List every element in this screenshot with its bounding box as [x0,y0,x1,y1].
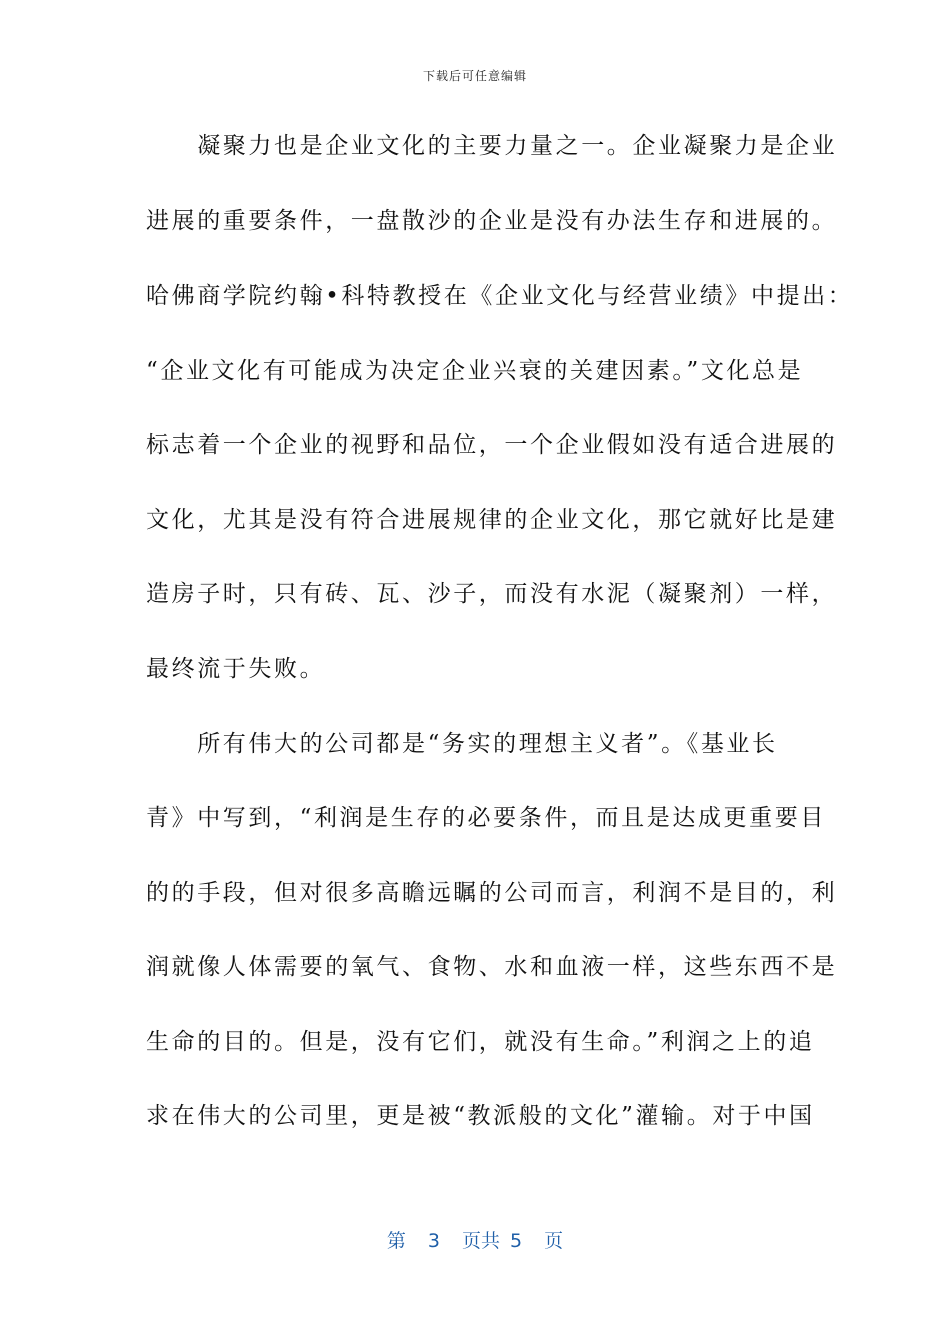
page-header: 下载后可任意编辑 [422,69,527,83]
footer-suffix: 页 [544,1230,564,1252]
text-line: 最终流于失败。 [146,656,326,682]
footer-prefix: 第 [386,1230,406,1252]
text-line: “企业文化有可能成为决定企业兴衰的关建因素。”文化总是 [146,358,804,384]
text-line: 标志着一个企业的视野和品位，一个企业假如没有适合进展的 [146,432,838,458]
text-line: 凝聚力也是企业文化的主要力量之一。企业凝聚力是企业 [146,133,838,159]
footer-current-page: 3 [427,1230,440,1252]
text-line: 生命的目的。但是，没有它们，就没有生命。”利润之上的追 [146,1029,815,1055]
footer-middle: 页共 [461,1230,500,1252]
text-line: 的的手段，但对很多高瞻远瞩的公司而言，利润不是目的，利 [146,880,838,906]
text-line: 所有伟大的公司都是“务实的理想主义者”。《基业长 [146,731,778,757]
text-line: 造房子时，只有砖、瓦、沙子，而没有水泥（凝聚剂）一样， [146,581,838,607]
text-line: 哈佛商学院约翰•科特教授在《企业文化与经营业绩》中提出： [146,283,854,309]
text-line: 青》中写到，“利润是生存的必要条件，而且是达成更重要目 [146,805,826,831]
footer-total-pages: 5 [510,1230,523,1252]
page-footer [0,1226,950,1253]
text-line: 文化，尤其是没有符合进展规律的企业文化，那它就好比是建 [146,507,838,533]
text-line: 求在伟大的公司里，更是被“教派般的文化”灌输。对于中国 [146,1103,815,1129]
text-line: 润就像人体需要的氧气、食物、水和血液一样，这些东西不是 [146,954,838,980]
text-line: 进展的重要条件，一盘散沙的企业是没有办法生存和进展的。 [146,208,838,234]
